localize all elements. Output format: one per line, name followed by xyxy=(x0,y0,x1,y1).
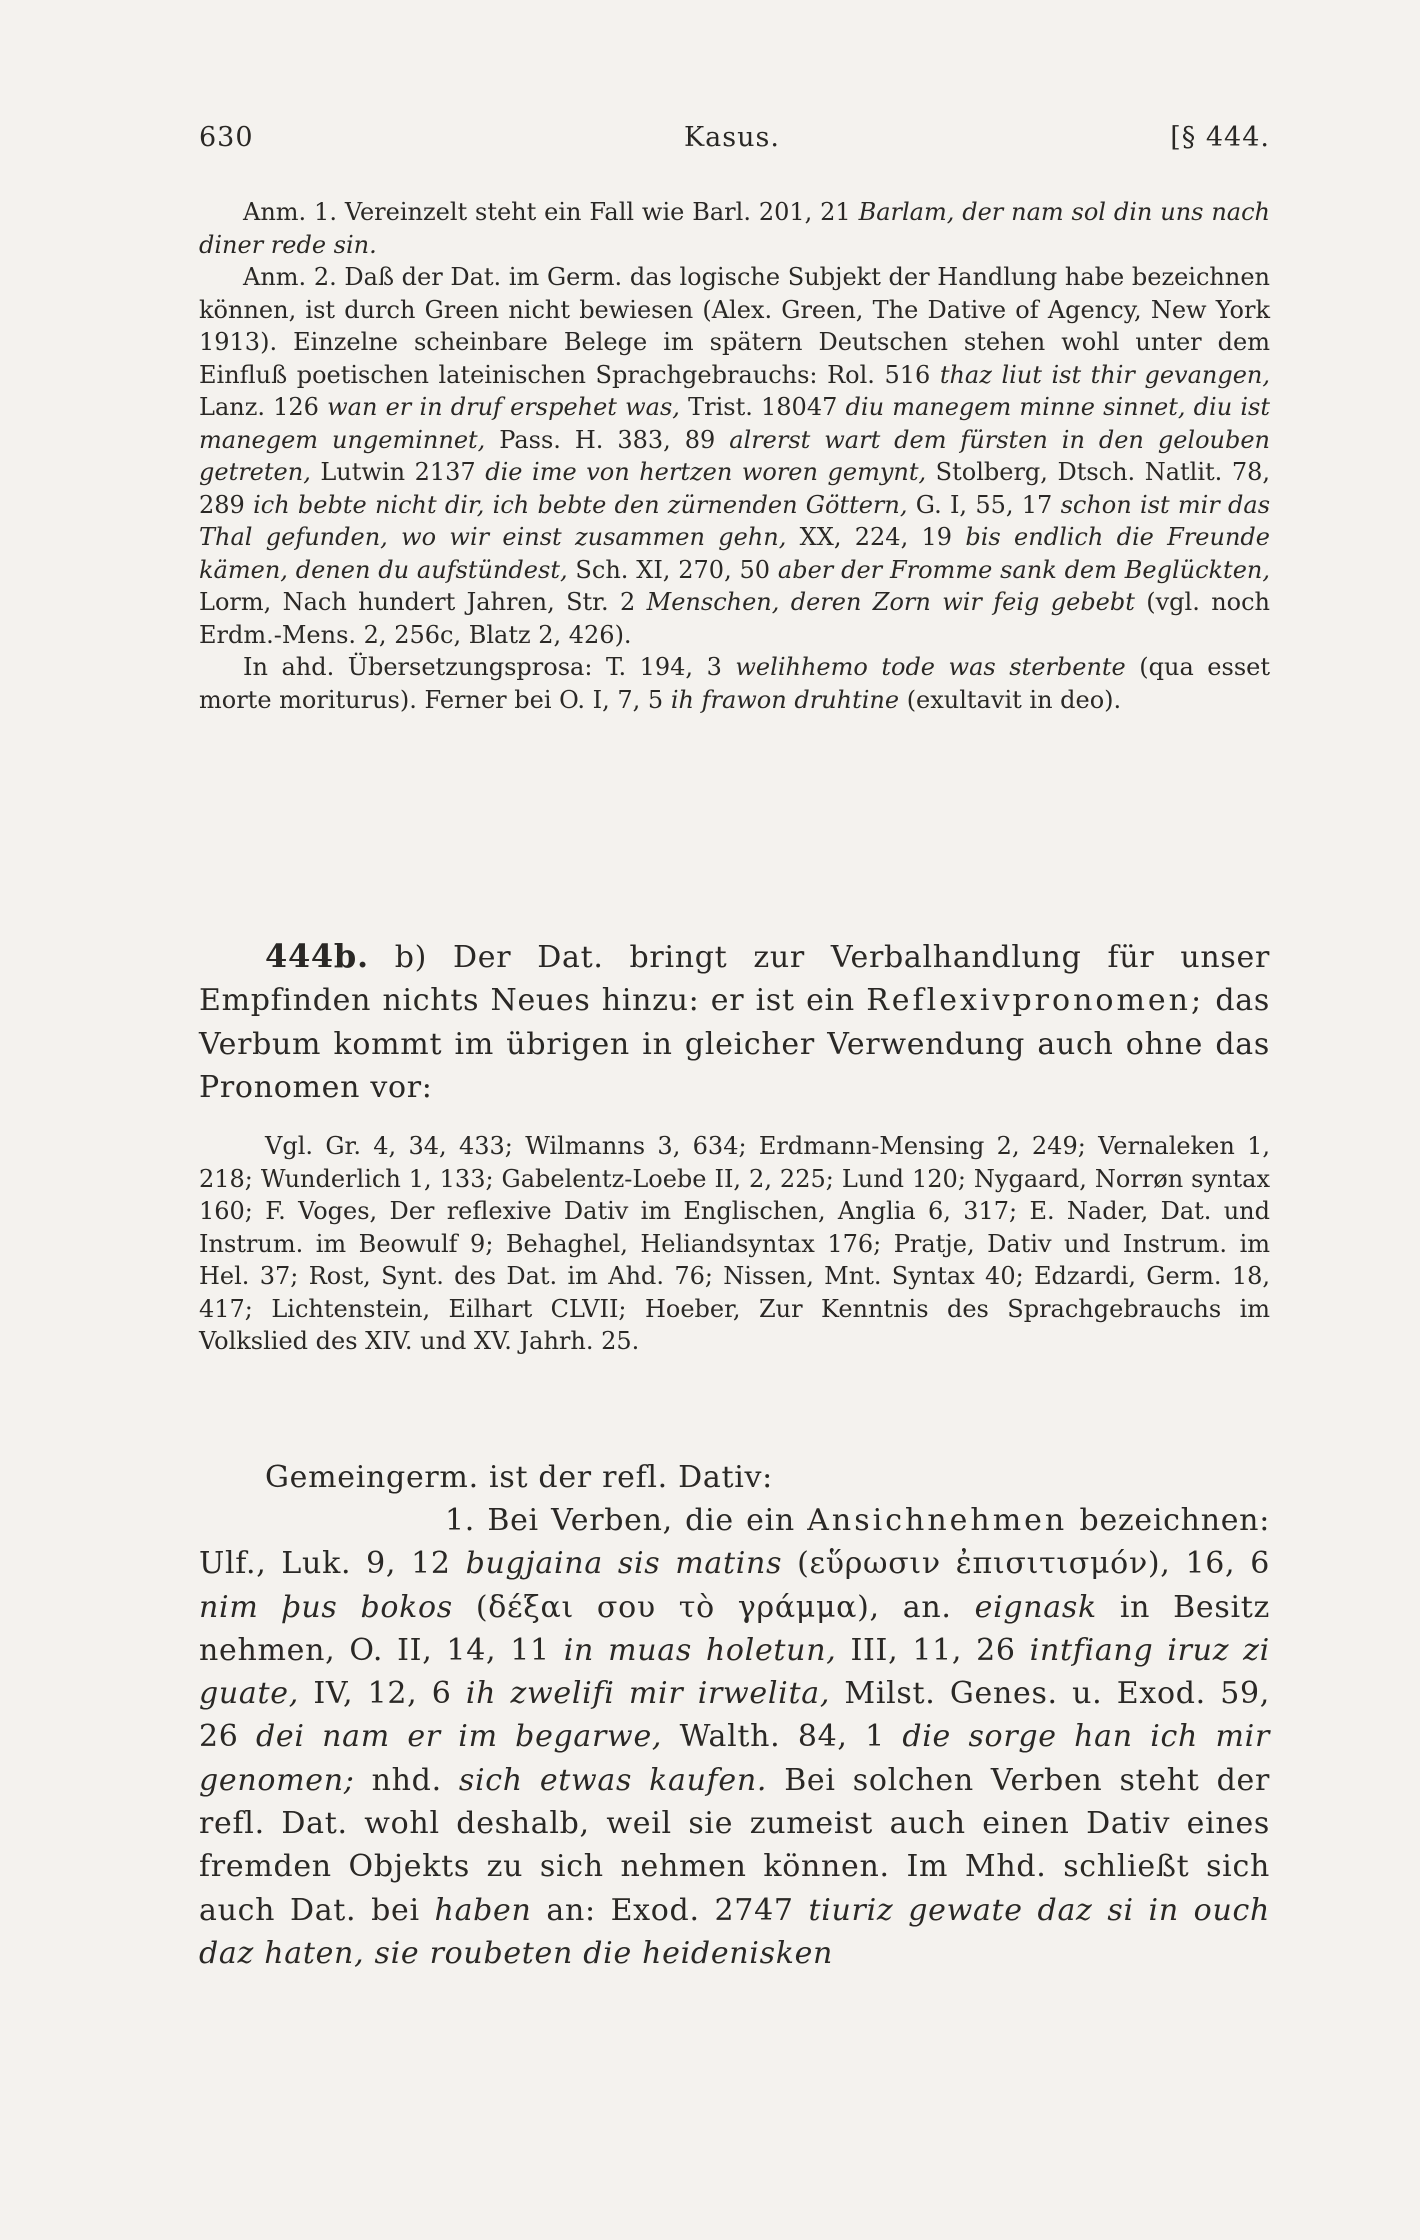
spaced-term: Ansichnehmen xyxy=(807,1503,1068,1538)
ahd-quote: welihhemo tode was sterbente xyxy=(735,653,1126,681)
annotation-2 xyxy=(199,261,1270,651)
annotation-2-text: Lutwin 2137 xyxy=(310,458,486,486)
section-marker: [§ 444. xyxy=(1170,122,1270,153)
section-444b-paragraph xyxy=(199,935,1270,1109)
point-1-quote: tiuriz gewate daz si in ouch daz haten, sie roubeten die heidenisken xyxy=(199,1892,1270,1971)
point-1-text: Milst. Genes. u. Exod. 59, 26 xyxy=(199,1676,1270,1755)
annotation-2-quote: die ime von hertzen woren gemynt, xyxy=(485,458,927,486)
point-1-text: an: Exod. 2747 xyxy=(531,1892,809,1928)
point-1-quote: ih zwelifi mir irwelita, xyxy=(465,1676,831,1712)
annotation-2-text: G. I, 55, 17 xyxy=(907,490,1061,519)
annotation-2-quote: schon ist mir das Thal gefunden, wo wir einst zusammen gehn, xyxy=(199,490,1271,551)
section-text: b) Der Dat. bringt zur Verbalhandlung für unser Empfinden nichts Neues hinzu: er ist ein xyxy=(199,940,1270,1019)
annotation-1 xyxy=(199,196,1270,261)
point-1-quote: nim þus bokos xyxy=(199,1589,453,1625)
annotation-1-quote: Barlam, der nam sol din uns nach diner rede sin. xyxy=(199,198,1271,259)
point-1-text: IV, 12, 6 xyxy=(298,1676,466,1712)
annotation-2-quote: diu manegem minne sinnet, diu ist manegem ungeminnet, xyxy=(199,393,1270,454)
section-444b xyxy=(199,935,1270,1109)
section-number: 444b. xyxy=(265,937,369,975)
annotation-2-text: Lanz. 126 xyxy=(199,393,328,421)
point-1-text: Walth. 84, 1 xyxy=(662,1719,903,1755)
annotation-2-quote: thaz liut ist thir gevangen, xyxy=(939,360,1271,389)
page-number: 630 xyxy=(199,122,254,153)
annotations-block xyxy=(199,196,1270,880)
annotation-2-text: Pass. H. 383, 89 xyxy=(485,425,730,454)
ahd-paragraph xyxy=(199,651,1270,716)
annotation-2-text: XX, 224, 19 xyxy=(786,523,966,551)
point-1-text: in Besitz nehmen, O. II, 14, 11 xyxy=(199,1589,1271,1668)
annotation-1-text: Anm. 1. Vereinzelt steht ein Fall wie Barl. 201, 21 xyxy=(243,198,859,226)
point-1-quote: eignask xyxy=(974,1589,1097,1625)
point-1-block xyxy=(199,1499,1270,1975)
point-1-paragraph xyxy=(199,1499,1270,1975)
point-1-quote: sich etwas kaufen. xyxy=(458,1762,768,1798)
ahd-text: In ahd. Übersetzungsprosa: T. 194, 3 xyxy=(243,653,736,681)
annotation-2-text: Stolberg, Dtsch. Natlit. 78, 289 xyxy=(199,458,1271,519)
annotation-2-quote: Menschen, deren Zorn wir feig gebebt xyxy=(646,588,1135,616)
point-1-text: III, 11, 26 xyxy=(836,1632,1030,1668)
greek-gloss: (δέξαι σου τὸ γράμμα), an. xyxy=(452,1589,975,1625)
annotation-2-quote: ich bebte nicht dir, ich bebte den zürnenden Göttern, xyxy=(253,490,908,519)
spaced-term: Reflexivpronomen; xyxy=(866,983,1205,1019)
point-1-text: 1. Bei Verben, die ein xyxy=(445,1503,808,1538)
point-1-text: Bei solchen Verben steht der refl. Dat. wohl deshalb, weil sie zumeist auch einen Dativ eines fremden Objekts zu sich nehmen können. Im Mhd. schließt sich auch Dat. bei xyxy=(199,1762,1270,1928)
ahd-text: (exultavit in deo). xyxy=(899,685,1122,714)
point-1-quote: dei nam er im begarwe, xyxy=(256,1719,663,1755)
point-1-text: nhd. xyxy=(354,1762,459,1798)
running-header xyxy=(199,122,1270,162)
gemeingerm-text: Gemeingerm. ist der refl. Dativ: xyxy=(265,1460,773,1495)
point-1-quote: intfiang iruz zi guate, xyxy=(199,1632,1270,1712)
annotation-2-quote: bis endlich die Freunde kämen, denen du aufstündest, xyxy=(199,523,1270,584)
annotation-2-quote: aber der Fromme sank dem Beglückten, xyxy=(777,555,1270,584)
annotation-2-text: Lorm, Nach hundert Jahren, Str. 2 xyxy=(199,588,647,616)
annotation-2-text: (vgl. noch Erdm.-Mens. 2, 256c, Blatz 2, 426). xyxy=(199,588,1271,649)
running-title: Kasus. xyxy=(684,122,780,153)
annotation-2-text: Trist. 18047 xyxy=(679,393,846,421)
annotation-2-text: Anm. 2. Daß der Dat. im Germ. das logische Subjekt der Handlung habe bezeichnen können, ist durch Green nicht bewiesen (Alex. Green, The Dative of Agency, New York 1913). Einzelne scheinbare Belege im spätern Deutschen stehen wohl unter dem Einfluß poetischen lateinischen Sprachgebrauchs: Rol. 516 xyxy=(199,263,1270,389)
point-1-text: bezeichnen: Ulf., Luk. 9, 12 xyxy=(199,1503,1270,1582)
ahd-text: (qua esset morte moriturus). Ferner bei O. I, 7, 5 xyxy=(199,653,1270,714)
annotation-2-text: Sch. XI, 270, 50 xyxy=(567,555,778,584)
point-1-quote: die sorge han ich mir genomen; xyxy=(199,1719,1270,1798)
point-1-quote: haben xyxy=(434,1892,532,1928)
section-text: das Verbum kommt im übrigen in gleicher Verwendung auch ohne das Pronomen vor: xyxy=(199,983,1270,1105)
bibliography-block xyxy=(199,1130,1270,1358)
ahd-quote: ih frawon druhtine xyxy=(670,685,900,714)
point-1-quote: bugjaina sis matins xyxy=(465,1546,783,1582)
gemeingerm-line xyxy=(199,1456,1270,1499)
greek-gloss: (εὕρωσιν ἐπισιτισμόν), 16, 6 xyxy=(782,1546,1270,1582)
point-1-quote: in muas holetun, xyxy=(563,1632,837,1668)
bibliography: Vgl. Gr. 4, 34, 433; Wilmanns 3, 634; Erdmann-Mensing 2, 249; Vernaleken 1, 218; Wunderlich 1, 133; Gabelentz-Loebe II, 2, 225; Lund 120; Nygaard, Norrøn syntax 160; F. Voges, Der reflexive Dativ im Englischen, Anglia 6, 317; E. Nader, Dat. und Instrum. im Beowulf 9; Behaghel, Heliandsyntax 176; Pratje, Dativ und Instrum. im Hel. 37; Rost, Synt. des Dat. im Ahd. 76; Nissen, Mnt. Syntax 40; Edzardi, Germ. 18, 417; Lichtenstein, Eilhart CLVII; Hoeber, Zur Kenntnis des Sprachgebrauchs im Volkslied des XIV. und XV. Jahrh. 25. xyxy=(199,1132,1270,1355)
annotation-2-quote: wan er in druf erspehet was, xyxy=(327,393,680,421)
annotation-2-quote: alrerst wart dem fürsten in den gelouben getreten, xyxy=(199,425,1271,486)
